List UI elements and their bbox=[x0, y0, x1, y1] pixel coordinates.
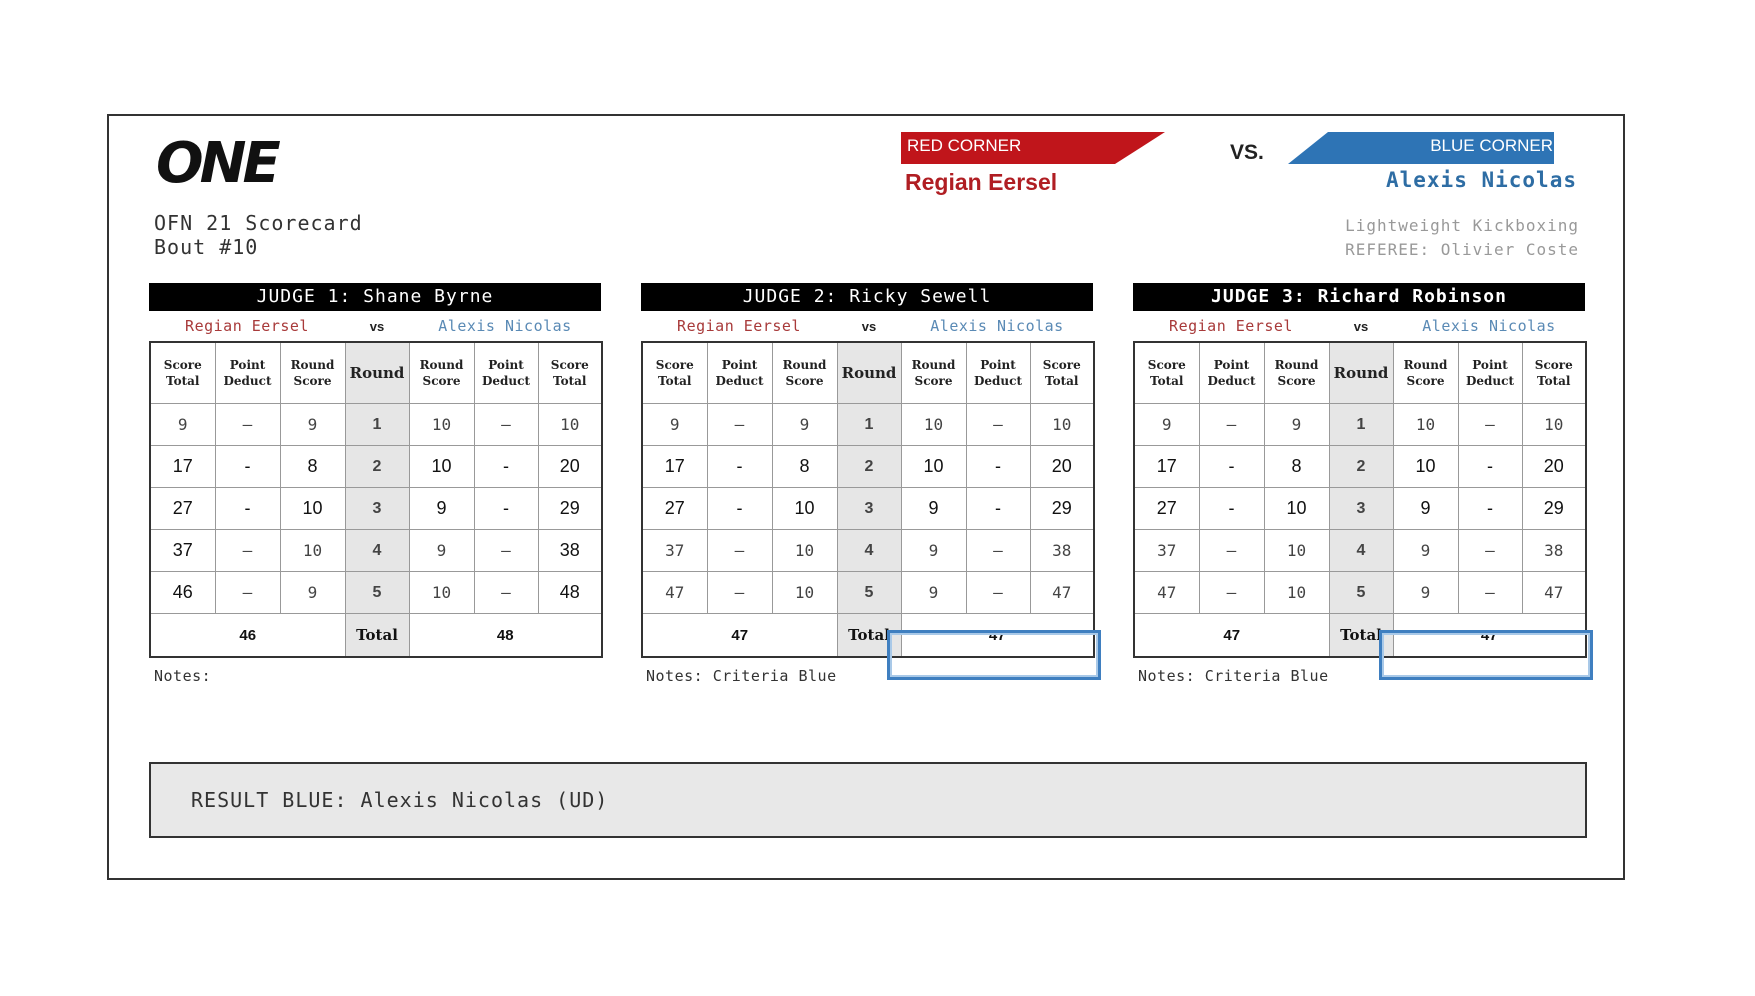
red-score-total: 47 bbox=[1134, 572, 1199, 614]
blue-round-score: 10 bbox=[901, 446, 966, 488]
blue-round-score: 9 bbox=[409, 488, 474, 530]
blue-round-score: 9 bbox=[1393, 572, 1458, 614]
judge-vs-row bbox=[641, 311, 1093, 341]
red-point-deduct: - bbox=[1199, 446, 1264, 488]
blue-point-deduct: – bbox=[966, 530, 1030, 572]
red-score-total: 9 bbox=[150, 404, 215, 446]
round-number: 2 bbox=[837, 446, 901, 488]
referee: REFEREE: Olivier Coste bbox=[1345, 240, 1579, 259]
round-number: 1 bbox=[837, 404, 901, 446]
table-header-row bbox=[1134, 342, 1586, 404]
judge-vs: vs bbox=[369, 319, 385, 334]
red-round-score: 9 bbox=[280, 572, 345, 614]
red-point-deduct: – bbox=[707, 530, 772, 572]
red-point-deduct: – bbox=[1199, 572, 1264, 614]
blue-round-score: 9 bbox=[409, 530, 474, 572]
blue-final-total: 47 bbox=[901, 614, 1094, 658]
round-number: 4 bbox=[345, 530, 409, 572]
table-row bbox=[642, 404, 1094, 446]
judge-vs-row bbox=[1133, 311, 1585, 341]
blue-score-total: 10 bbox=[538, 404, 602, 446]
red-round-score: 9 bbox=[1264, 404, 1329, 446]
red-point-deduct: – bbox=[215, 404, 280, 446]
blue-score-total: 10 bbox=[1030, 404, 1094, 446]
header-point-deduct: Point Deduct bbox=[215, 342, 280, 404]
red-round-score: 10 bbox=[1264, 572, 1329, 614]
blue-score-total: 20 bbox=[1030, 446, 1094, 488]
red-final-total: 47 bbox=[642, 614, 837, 658]
logo-text: ONE bbox=[156, 131, 277, 196]
blue-score-total: 47 bbox=[1030, 572, 1094, 614]
table-row bbox=[150, 572, 602, 614]
judge-blue-name: Alexis Nicolas bbox=[1422, 317, 1556, 335]
round-number: 5 bbox=[345, 572, 409, 614]
blue-round-score: 10 bbox=[409, 404, 474, 446]
red-point-deduct: – bbox=[1199, 404, 1264, 446]
red-score-total: 17 bbox=[1134, 446, 1199, 488]
blue-score-total: 20 bbox=[538, 446, 602, 488]
red-round-score: 10 bbox=[772, 488, 837, 530]
result-text: RESULT BLUE: Alexis Nicolas (UD) bbox=[191, 788, 609, 812]
table-row bbox=[1134, 488, 1586, 530]
blue-point-deduct: – bbox=[966, 572, 1030, 614]
header-score-total: Score Total bbox=[1522, 342, 1586, 404]
header-score-total: Score Total bbox=[1030, 342, 1094, 404]
table-row bbox=[150, 488, 602, 530]
blue-round-score: 10 bbox=[409, 572, 474, 614]
result-box bbox=[149, 762, 1587, 838]
round-number: 3 bbox=[1329, 488, 1393, 530]
blue-score-total: 38 bbox=[1522, 530, 1586, 572]
blue-round-score: 9 bbox=[1393, 488, 1458, 530]
red-corner-label: RED CORNER bbox=[907, 136, 1022, 155]
red-round-score: 10 bbox=[280, 488, 345, 530]
round-number: 5 bbox=[1329, 572, 1393, 614]
header-score-total: Score Total bbox=[538, 342, 602, 404]
round-number: 1 bbox=[345, 404, 409, 446]
judge-header: JUDGE 1: Shane Byrne bbox=[149, 283, 601, 311]
event-title: OFN 21 Scorecard bbox=[154, 211, 363, 235]
blue-round-score: 10 bbox=[409, 446, 474, 488]
judge-2-notes: Notes: Criteria Blue bbox=[646, 667, 837, 685]
blue-point-deduct: - bbox=[474, 446, 538, 488]
header-point-deduct: Point Deduct bbox=[1199, 342, 1264, 404]
round-number: 3 bbox=[345, 488, 409, 530]
judge-card-1 bbox=[149, 283, 601, 658]
blue-score-total: 29 bbox=[1030, 488, 1094, 530]
table-header-row bbox=[642, 342, 1094, 404]
round-number: 2 bbox=[345, 446, 409, 488]
blue-point-deduct: – bbox=[474, 572, 538, 614]
red-round-score: 8 bbox=[1264, 446, 1329, 488]
red-score-total: 9 bbox=[1134, 404, 1199, 446]
vs-label: VS. bbox=[1230, 141, 1264, 164]
total-label: Total bbox=[1329, 614, 1393, 658]
judge-3-notes: Notes: Criteria Blue bbox=[1138, 667, 1329, 685]
bout-number: Bout #10 bbox=[154, 235, 259, 259]
judge-header: JUDGE 3: Richard Robinson bbox=[1133, 283, 1585, 311]
red-point-deduct: - bbox=[707, 446, 772, 488]
red-score-total: 27 bbox=[1134, 488, 1199, 530]
blue-point-deduct: – bbox=[1458, 404, 1522, 446]
table-row bbox=[642, 530, 1094, 572]
header-point-deduct: Point Deduct bbox=[966, 342, 1030, 404]
blue-final-total: 47 bbox=[1393, 614, 1586, 658]
header-round-score: Round Score bbox=[901, 342, 966, 404]
red-score-total: 37 bbox=[1134, 530, 1199, 572]
judge-header: JUDGE 2: Ricky Sewell bbox=[641, 283, 1093, 311]
red-point-deduct: – bbox=[707, 404, 772, 446]
red-round-score: 10 bbox=[1264, 488, 1329, 530]
red-point-deduct: – bbox=[1199, 530, 1264, 572]
judge-card-3 bbox=[1133, 283, 1585, 658]
table-row bbox=[150, 530, 602, 572]
blue-round-score: 9 bbox=[901, 488, 966, 530]
judge-red-name: Regian Eersel bbox=[1169, 317, 1293, 335]
blue-point-deduct: – bbox=[1458, 572, 1522, 614]
red-final-total: 47 bbox=[1134, 614, 1329, 658]
score-table bbox=[641, 341, 1095, 658]
blue-score-total: 38 bbox=[1030, 530, 1094, 572]
header-point-deduct: Point Deduct bbox=[1458, 342, 1522, 404]
red-point-deduct: - bbox=[1199, 488, 1264, 530]
red-final-total: 46 bbox=[150, 614, 345, 658]
blue-score-total: 47 bbox=[1522, 572, 1586, 614]
total-label: Total bbox=[345, 614, 409, 658]
blue-score-total: 29 bbox=[1522, 488, 1586, 530]
header-score-total: Score Total bbox=[150, 342, 215, 404]
table-row bbox=[1134, 446, 1586, 488]
table-row bbox=[1134, 404, 1586, 446]
total-row bbox=[1134, 614, 1586, 658]
red-round-score: 8 bbox=[280, 446, 345, 488]
judge-red-name: Regian Eersel bbox=[677, 317, 801, 335]
table-row bbox=[1134, 572, 1586, 614]
round-number: 5 bbox=[837, 572, 901, 614]
round-number: 3 bbox=[837, 488, 901, 530]
blue-score-total: 38 bbox=[538, 530, 602, 572]
judge-blue-name: Alexis Nicolas bbox=[930, 317, 1064, 335]
blue-round-score: 10 bbox=[1393, 404, 1458, 446]
header-round: Round bbox=[345, 342, 409, 404]
total-row bbox=[642, 614, 1094, 658]
header-round-score: Round Score bbox=[1393, 342, 1458, 404]
red-point-deduct: - bbox=[707, 488, 772, 530]
table-row bbox=[642, 488, 1094, 530]
red-score-total: 27 bbox=[642, 488, 707, 530]
blue-point-deduct: - bbox=[966, 446, 1030, 488]
header-round-score: Round Score bbox=[280, 342, 345, 404]
judge-card-2 bbox=[641, 283, 1093, 658]
blue-point-deduct: – bbox=[1458, 530, 1522, 572]
header-round: Round bbox=[1329, 342, 1393, 404]
blue-point-deduct: - bbox=[474, 488, 538, 530]
round-number: 4 bbox=[837, 530, 901, 572]
blue-score-total: 10 bbox=[1522, 404, 1586, 446]
judge-vs-row bbox=[149, 311, 601, 341]
total-label: Total bbox=[837, 614, 901, 658]
judge-vs: vs bbox=[1353, 319, 1369, 334]
table-row bbox=[150, 446, 602, 488]
table-header-row bbox=[150, 342, 602, 404]
header-point-deduct: Point Deduct bbox=[474, 342, 538, 404]
division: Lightweight Kickboxing bbox=[1345, 216, 1579, 235]
header-round-score: Round Score bbox=[1264, 342, 1329, 404]
header-score-total: Score Total bbox=[642, 342, 707, 404]
red-round-score: 10 bbox=[1264, 530, 1329, 572]
red-point-deduct: – bbox=[215, 572, 280, 614]
header-point-deduct: Point Deduct bbox=[707, 342, 772, 404]
blue-round-score: 10 bbox=[901, 404, 966, 446]
blue-score-total: 20 bbox=[1522, 446, 1586, 488]
total-row bbox=[150, 614, 602, 658]
judge-blue-name: Alexis Nicolas bbox=[438, 317, 572, 335]
red-round-score: 9 bbox=[772, 404, 837, 446]
judge-vs: vs bbox=[861, 319, 877, 334]
red-point-deduct: - bbox=[215, 488, 280, 530]
score-table bbox=[1133, 341, 1587, 658]
table-row bbox=[150, 404, 602, 446]
red-point-deduct: – bbox=[707, 572, 772, 614]
red-point-deduct: – bbox=[215, 530, 280, 572]
red-score-total: 27 bbox=[150, 488, 215, 530]
red-round-score: 8 bbox=[772, 446, 837, 488]
header-round-score: Round Score bbox=[409, 342, 474, 404]
red-corner-name: Regian Eersel bbox=[905, 169, 1058, 195]
blue-score-total: 48 bbox=[538, 572, 602, 614]
blue-round-score: 9 bbox=[1393, 530, 1458, 572]
scorecard-sheet bbox=[107, 114, 1625, 880]
table-row bbox=[642, 572, 1094, 614]
judge-red-name: Regian Eersel bbox=[185, 317, 309, 335]
red-round-score: 10 bbox=[280, 530, 345, 572]
red-score-total: 17 bbox=[150, 446, 215, 488]
round-number: 4 bbox=[1329, 530, 1393, 572]
header-round-score: Round Score bbox=[772, 342, 837, 404]
blue-point-deduct: – bbox=[474, 404, 538, 446]
red-score-total: 37 bbox=[150, 530, 215, 572]
blue-point-deduct: - bbox=[966, 488, 1030, 530]
table-row bbox=[642, 446, 1094, 488]
red-score-total: 17 bbox=[642, 446, 707, 488]
blue-final-total: 48 bbox=[409, 614, 602, 658]
red-round-score: 10 bbox=[772, 572, 837, 614]
judge-1-notes: Notes: bbox=[154, 667, 212, 685]
blue-corner-label: BLUE CORNER bbox=[1430, 136, 1553, 155]
header-score-total: Score Total bbox=[1134, 342, 1199, 404]
red-score-total: 37 bbox=[642, 530, 707, 572]
table-row bbox=[1134, 530, 1586, 572]
blue-point-deduct: - bbox=[1458, 446, 1522, 488]
red-score-total: 47 bbox=[642, 572, 707, 614]
red-score-total: 9 bbox=[642, 404, 707, 446]
blue-point-deduct: – bbox=[474, 530, 538, 572]
blue-point-deduct: – bbox=[966, 404, 1030, 446]
round-number: 2 bbox=[1329, 446, 1393, 488]
one-championship-logo bbox=[154, 130, 286, 200]
red-score-total: 46 bbox=[150, 572, 215, 614]
blue-round-score: 9 bbox=[901, 572, 966, 614]
round-number: 1 bbox=[1329, 404, 1393, 446]
blue-round-score: 10 bbox=[1393, 446, 1458, 488]
red-point-deduct: - bbox=[215, 446, 280, 488]
red-round-score: 10 bbox=[772, 530, 837, 572]
blue-point-deduct: - bbox=[1458, 488, 1522, 530]
header-round: Round bbox=[837, 342, 901, 404]
blue-score-total: 29 bbox=[538, 488, 602, 530]
blue-corner-name: Alexis Nicolas bbox=[1385, 168, 1577, 192]
red-round-score: 9 bbox=[280, 404, 345, 446]
blue-round-score: 9 bbox=[901, 530, 966, 572]
score-table bbox=[149, 341, 603, 658]
